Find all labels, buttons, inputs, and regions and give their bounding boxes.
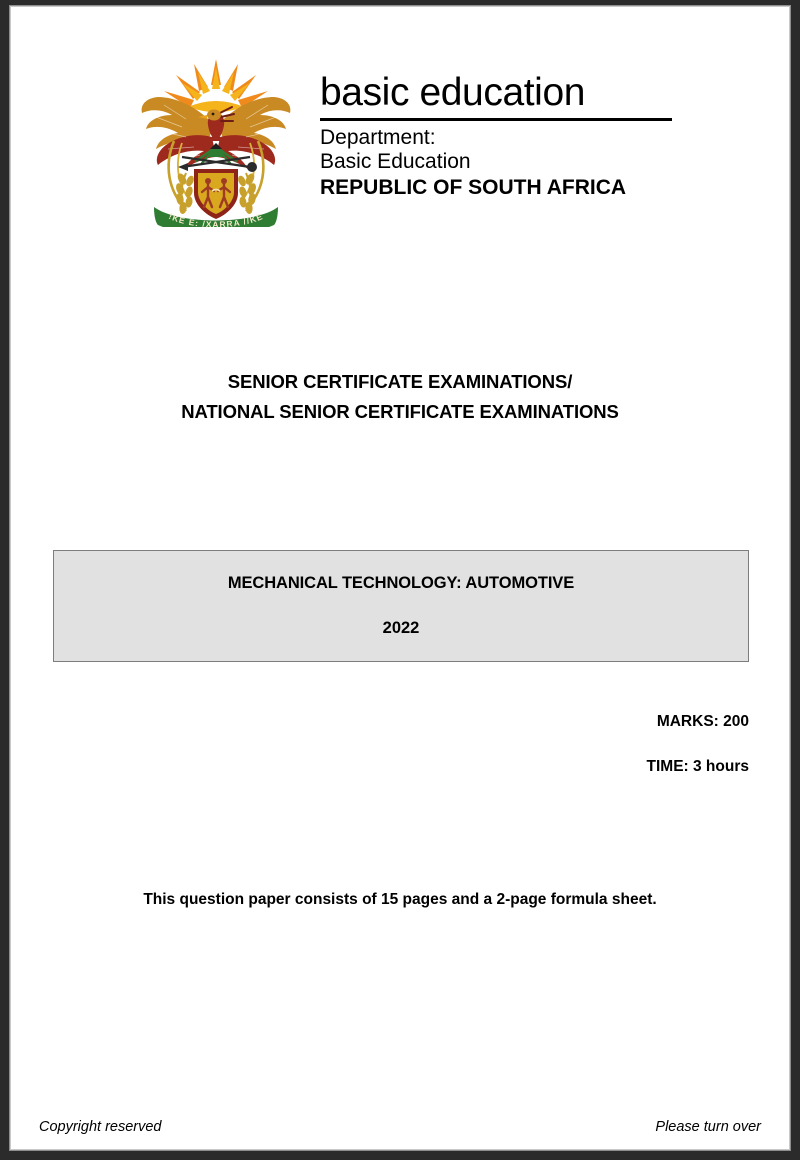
department-label: Department: xyxy=(320,125,436,149)
emblem-shield xyxy=(194,169,238,219)
subject-year: 2022 xyxy=(382,619,420,637)
masthead xyxy=(11,45,789,227)
exam-heading xyxy=(11,367,789,427)
wordmark-divider xyxy=(320,118,672,121)
motto-text: !KE E: /XARRA //KE xyxy=(167,210,265,227)
exam-heading-line-2: NATIONAL SENIOR CERTIFICATE EXAMINATIONS xyxy=(181,400,619,422)
time-value: TIME: 3 hours xyxy=(646,758,749,776)
exam-info-block xyxy=(647,713,749,775)
marks-value: MARKS: 200 xyxy=(656,713,749,730)
wordmark-basic-education: basic education xyxy=(320,71,586,114)
copyright-notice: Copyright reserved xyxy=(39,1119,162,1135)
subject-box xyxy=(53,550,749,662)
south-african-coat-of-arms-icon xyxy=(128,45,304,227)
subject-title: MECHANICAL TECHNOLOGY: AUTOMOTIVE xyxy=(227,574,575,592)
page-sheet xyxy=(10,6,790,1150)
wordmark-block xyxy=(320,45,672,201)
page-count-note: This question paper consists of 15 pages and a 2-page formula sheet. xyxy=(143,891,657,908)
turn-over-notice: Please turn over xyxy=(655,1119,761,1135)
exam-heading-line-1: SENIOR CERTIFICATE EXAMINATIONS/ xyxy=(227,371,573,392)
page-footer xyxy=(39,1119,761,1135)
country-name: REPUBLIC OF SOUTH AFRICA xyxy=(320,176,627,200)
department-name: Basic Education xyxy=(320,150,471,174)
